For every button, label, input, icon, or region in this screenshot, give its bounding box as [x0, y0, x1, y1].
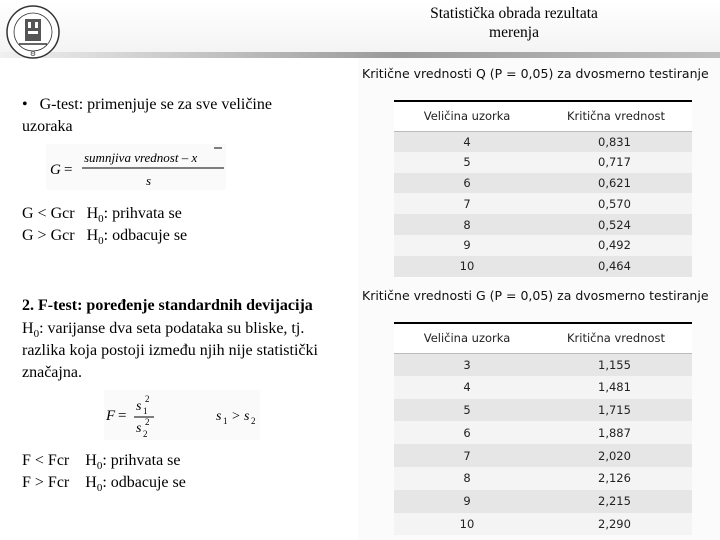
- f-formula-num-sub: 1: [143, 406, 148, 416]
- table-row: [394, 421, 692, 444]
- table-row: [394, 235, 692, 256]
- f-formula-lhs: F: [106, 408, 116, 424]
- slide-title-line1: Statistička obrada rezultata: [430, 5, 598, 22]
- g-table-caption: Kritične vrednosti G (P = 0,05) za dvosmerno testiranje: [362, 288, 709, 303]
- critical-value-cell: 1,887: [540, 421, 692, 444]
- g-table-header-row: [394, 323, 692, 353]
- gtest-line2: uzoraka: [22, 118, 73, 135]
- critical-value-cell: 1,715: [540, 399, 692, 422]
- f-rule-accept-sub: 0: [96, 460, 103, 473]
- slide-title: [394, 4, 634, 42]
- g-formula-numerator: sumnjiva vrednost – x: [84, 150, 198, 165]
- f-formula: [104, 390, 260, 440]
- f-formula-num: s: [136, 399, 142, 414]
- q-critical-values-table: [394, 100, 692, 277]
- sample-size-cell: 4: [394, 131, 540, 152]
- critical-value-cell: 1,481: [540, 376, 692, 399]
- ftest-h-sub: 0: [33, 328, 40, 341]
- f-cond-gt: >: [232, 409, 240, 424]
- table-row: [394, 376, 692, 399]
- sample-size-cell: 6: [394, 173, 540, 194]
- table-row: [394, 256, 692, 277]
- critical-value-cell: 2,020: [540, 444, 692, 467]
- g-rule-reject: [22, 226, 187, 251]
- table-row: [394, 399, 692, 422]
- f-rule-accept-h: H: [85, 452, 97, 469]
- g-header-sample-size: Veličina uzorka: [394, 323, 540, 353]
- svg-text:⚙: ⚙: [29, 50, 37, 58]
- f-formula-den-sub: 2: [143, 429, 148, 439]
- slide-title-line2: merenja: [489, 24, 539, 41]
- sample-size-cell: 7: [394, 444, 540, 467]
- f-formula-num-sup: 2: [145, 394, 150, 404]
- f-formula-den-sup: 2: [145, 417, 150, 427]
- sample-size-cell: 7: [394, 193, 540, 214]
- g-rule-accept-h: H: [86, 205, 99, 222]
- table-row: [394, 467, 692, 490]
- q-header-critical-value: Kritična vrednost: [540, 101, 692, 131]
- critical-value-cell: 0,524: [540, 214, 692, 235]
- table-row: [394, 444, 692, 467]
- critical-value-cell: 0,464: [540, 256, 692, 277]
- sample-size-cell: 5: [394, 152, 540, 173]
- g-rule-reject-text: : odbacuje se: [103, 227, 188, 244]
- f-rule-reject-sub: 0: [96, 482, 103, 495]
- sample-size-cell: 9: [394, 235, 540, 256]
- f-rule-reject-h: H: [85, 474, 97, 491]
- g-rule-accept-sub: 0: [98, 213, 104, 226]
- g-rule-accept-cond: G < Gcr: [22, 205, 75, 222]
- g-rule-accept-text: : prihvata se: [103, 205, 182, 222]
- f-cond-sub2: 2: [251, 416, 256, 426]
- table-row: [394, 173, 692, 194]
- f-cond-s1: s: [216, 409, 222, 424]
- sample-size-cell: 8: [394, 467, 540, 490]
- bullet: •: [22, 96, 28, 113]
- g-rule-reject-h: H: [86, 227, 99, 244]
- f-rule-reject: [22, 473, 186, 498]
- sample-size-cell: 6: [394, 421, 540, 444]
- critical-value-cell: 1,155: [540, 353, 692, 376]
- table-row: [394, 490, 692, 513]
- university-logo-icon: [5, 4, 61, 60]
- gtest-line1: [22, 95, 272, 115]
- f-cond-sub1: 1: [223, 416, 228, 426]
- critical-value-cell: 0,492: [540, 235, 692, 256]
- sample-size-cell: 9: [394, 490, 540, 513]
- f-cond-s2: s: [244, 409, 250, 424]
- f-rule-accept-text: : prihvata se: [102, 452, 181, 469]
- table-row: [394, 193, 692, 214]
- critical-value-cell: 2,126: [540, 467, 692, 490]
- g-critical-values-table: [394, 322, 692, 535]
- sample-size-cell: 10: [394, 513, 540, 536]
- f-rule-accept-cond: F < Fcr: [22, 452, 70, 469]
- ftest-line4: značajna.: [22, 364, 82, 381]
- critical-value-cell: 0,831: [540, 131, 692, 152]
- q-table-caption: Kritične vrednosti Q (P = 0,05) za dvosmerno testiranje: [362, 66, 709, 81]
- g-formula: [46, 144, 226, 190]
- f-rule-reject-cond: F > Fcr: [22, 474, 70, 491]
- table-row: [394, 131, 692, 152]
- sample-size-cell: 10: [394, 256, 540, 277]
- sample-size-cell: 3: [394, 353, 540, 376]
- ftest-heading: 2. F-test: poređenje standardnih devijacija: [22, 297, 313, 314]
- g-rule-reject-cond: G > Gcr: [22, 227, 75, 244]
- critical-value-cell: 0,717: [540, 152, 692, 173]
- table-row: [394, 513, 692, 536]
- table-row: [394, 214, 692, 235]
- g-header-critical-value: Kritična vrednost: [540, 323, 692, 353]
- f-rule-reject-text: : odbacuje se: [102, 474, 186, 491]
- g-formula-lhs: G: [50, 162, 61, 178]
- table-row: [394, 152, 692, 173]
- sample-size-cell: 4: [394, 376, 540, 399]
- g-formula-eq: =: [64, 162, 73, 178]
- critical-value-cell: 0,570: [540, 193, 692, 214]
- f-formula-den: s: [136, 421, 142, 436]
- sample-size-cell: 8: [394, 214, 540, 235]
- gtest-description: G-test: primenjuje se za sve veličine: [39, 96, 272, 113]
- ftest-line2-text: : varijanse dva seta podataka su bliske, tj.: [39, 320, 305, 337]
- ftest-line3: razlika koja postoji između njih nije statistički: [22, 342, 318, 359]
- ftest-h: H: [22, 320, 34, 337]
- g-rule-reject-sub: 0: [98, 235, 104, 248]
- critical-value-cell: 2,215: [540, 490, 692, 513]
- q-header-sample-size: Veličina uzorka: [394, 101, 540, 131]
- table-row: [394, 353, 692, 376]
- critical-value-cell: 0,621: [540, 173, 692, 194]
- critical-value-cell: 2,290: [540, 513, 692, 536]
- g-formula-denominator: s: [146, 173, 152, 188]
- sample-size-cell: 5: [394, 399, 540, 422]
- f-formula-eq: =: [118, 408, 127, 424]
- q-table-header-row: [394, 101, 692, 131]
